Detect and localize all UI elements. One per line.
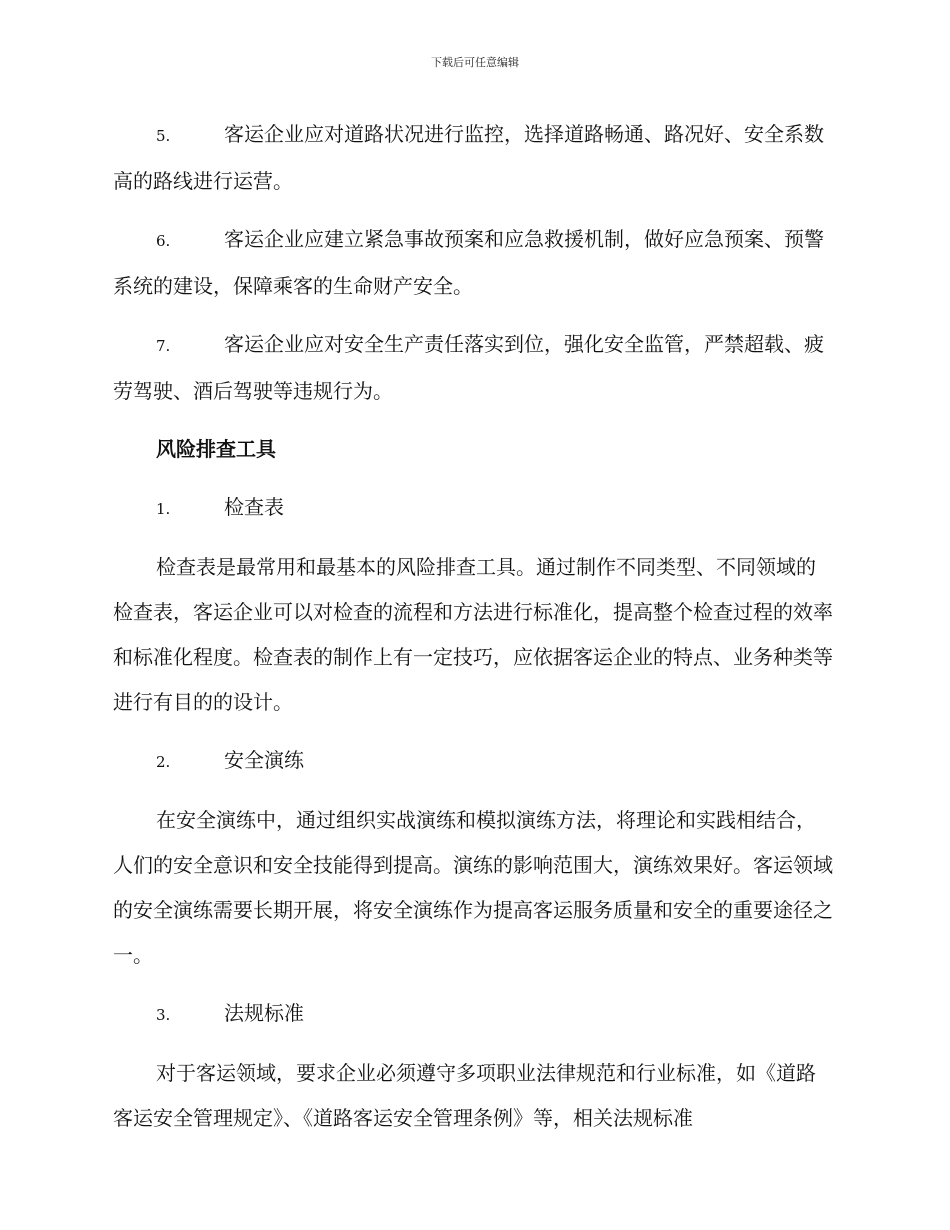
list-item — [113, 112, 833, 204]
tool-number: 2. — [156, 753, 171, 771]
item-text: 客运企业应对道路状况进行监控，选择道路畅通、路况好、安全系数高的路线进行运营。 — [113, 122, 824, 193]
tool-label: 法规标准 — [224, 1001, 304, 1025]
tool-heading — [113, 738, 833, 785]
tool-label: 安全演练 — [224, 748, 304, 772]
tool-number: 3. — [156, 1006, 171, 1024]
tool-heading — [113, 991, 833, 1038]
item-text: 客运企业应建立紧急事故预案和应急救援机制，做好应急预案、预警系统的建设，保障乘客的生命财产安全。 — [113, 227, 824, 298]
tool-number: 1. — [156, 500, 171, 518]
document-body — [113, 112, 833, 1154]
page-header: 下载后可任意编辑 — [431, 56, 519, 69]
item-number: 6. — [156, 232, 171, 250]
tool-heading — [113, 485, 833, 532]
list-item — [113, 322, 833, 414]
tool-description: 在安全演练中，通过组织实战演练和模拟演练方法，将理论和实践相结合，人们的安全意识和安全技能得到提高。演练的影响范围大，演练效果好。客运领域的安全演练需要长期开展，将安全演练作为提高客运服务质量和安全的重要途径之一。 — [113, 808, 833, 967]
tool-description: 对于客运领域，要求企业必须遵守多项职业法律规范和行业标准，如《道路客运安全管理规定》、《道路客运安全管理条例》等，相关法规标准 — [113, 1061, 816, 1130]
item-number: 5. — [156, 127, 171, 145]
tool-description: 检查表是最常用和最基本的风险排查工具。通过制作不同类型、不同领域的检查表，客运企业可以对检查的流程和方法进行标准化，提高整个检查过程的效率和标准化程度。检查表的制作上有一定技巧，应依据客运企业的特点、业务种类等进行有目的的设计。 — [113, 555, 833, 714]
item-number: 7. — [156, 337, 171, 355]
tool-label: 检查表 — [224, 495, 284, 519]
item-text: 客运企业应对安全生产责任落实到位，强化安全监管，严禁超载、疲劳驾驶、酒后驾驶等违规行为。 — [113, 332, 824, 403]
list-item — [113, 217, 833, 309]
section-heading: 风险排查工具 — [156, 437, 276, 461]
